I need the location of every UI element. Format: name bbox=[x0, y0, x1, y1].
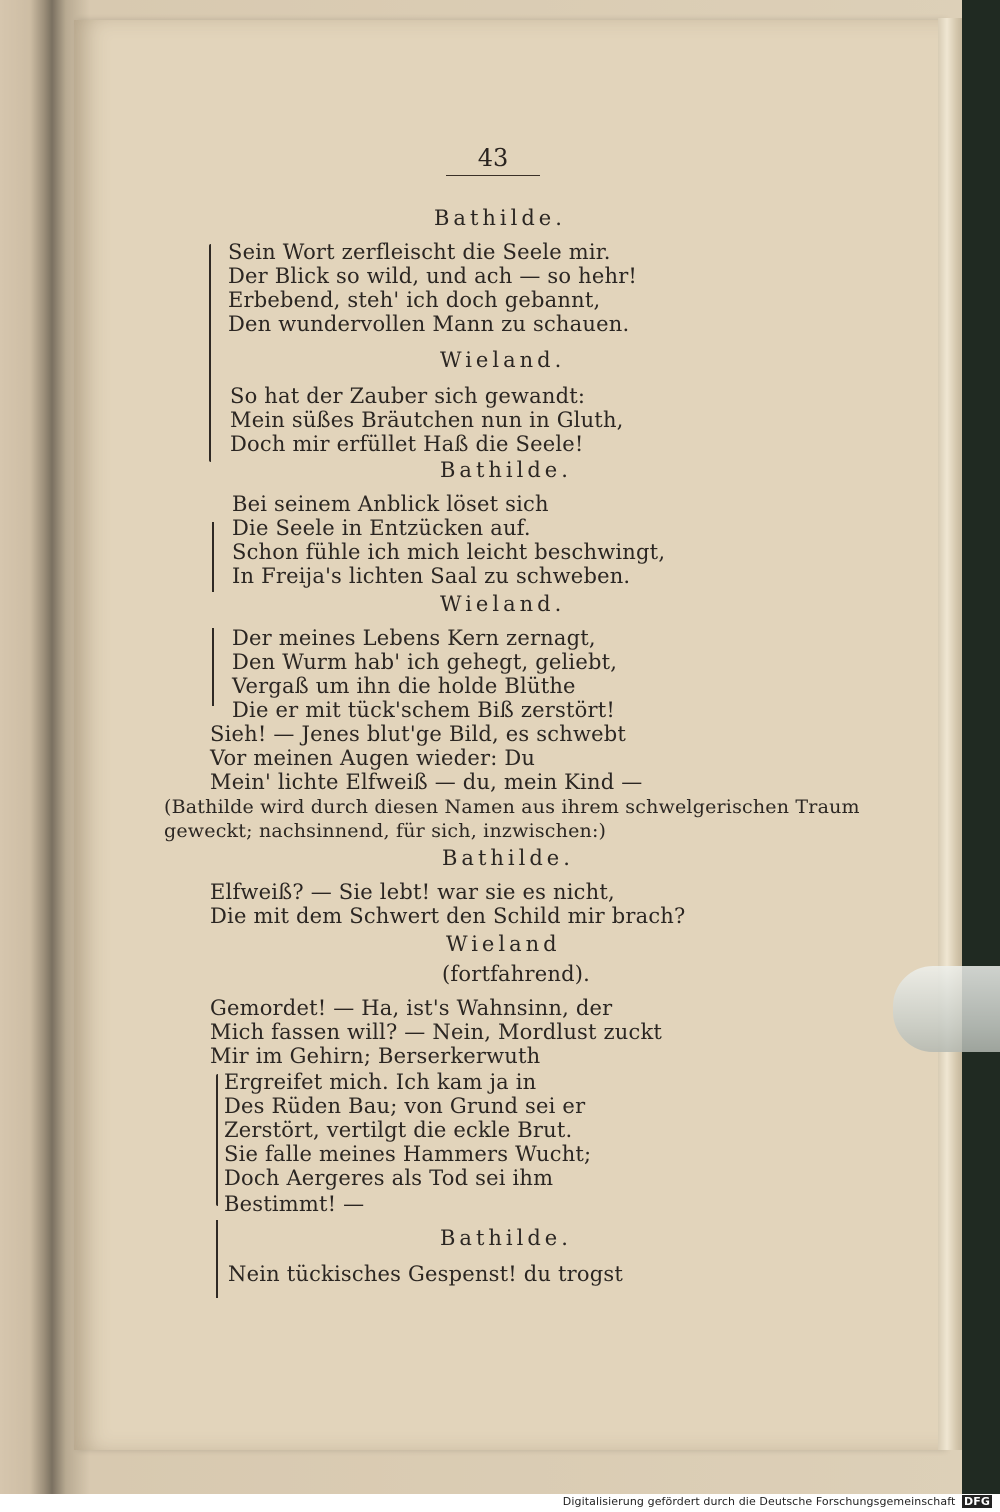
verse-line: Den Wurm hab' ich gehegt, geliebt, bbox=[232, 650, 618, 674]
stage-direction: geweckt; nachsinnend, für sich, inzwischen:) bbox=[164, 820, 607, 842]
verse-line: Die er mit tück'schem Biß zerstört! bbox=[232, 698, 616, 722]
bracket-mark bbox=[216, 1220, 218, 1298]
verse-line: Mein süßes Bräutchen nun in Gluth, bbox=[230, 408, 624, 432]
verse-line: Mich fassen will? — Nein, Mordlust zuckt bbox=[210, 1020, 663, 1044]
book-cover-board bbox=[962, 0, 1000, 1512]
page-number-rule bbox=[446, 175, 540, 176]
verse-line: Bestimmt! — bbox=[224, 1192, 365, 1216]
verse-line: So hat der Zauber sich gewandt: bbox=[230, 384, 586, 408]
verse-line: Zerstört, vertilgt die eckle Brut. bbox=[224, 1118, 573, 1142]
bracket-mark bbox=[212, 522, 214, 592]
speaker-heading: Bathilde. bbox=[442, 846, 574, 870]
verse-line: Bei seinem Anblick löset sich bbox=[232, 492, 549, 516]
verse-line: Mein' lichte Elfweiß — du, mein Kind — bbox=[210, 770, 643, 794]
verse-line: Den wundervollen Mann zu schauen. bbox=[228, 312, 630, 336]
verse-line: Sie falle meines Hammers Wucht; bbox=[224, 1142, 592, 1166]
verse-line: Gemordet! — Ha, ist's Wahnsinn, der bbox=[210, 996, 613, 1020]
verse-line: Die mit dem Schwert den Schild mir brach? bbox=[210, 904, 686, 928]
verse-line: Der meines Lebens Kern zernagt, bbox=[232, 626, 596, 650]
verse-line: Erbebend, steh' ich doch gebannt, bbox=[228, 288, 601, 312]
verse-line: Mir im Gehirn; Berserkerwuth bbox=[210, 1044, 541, 1068]
verse-line: Sein Wort zerfleischt die Seele mir. bbox=[228, 240, 611, 264]
page-clip bbox=[893, 966, 1000, 1052]
verse-line: In Freija's lichten Saal zu schweben. bbox=[232, 564, 631, 588]
verse-line: Elfweiß? — Sie lebt! war sie es nicht, bbox=[210, 880, 615, 904]
speaker-heading: Bathilde. bbox=[440, 458, 572, 482]
bracket-mark bbox=[209, 244, 211, 462]
speaker-heading: Bathilde. bbox=[440, 1226, 572, 1250]
verse-line: Sieh! — Jenes blut'ge Bild, es schwebt bbox=[210, 722, 627, 746]
stage-direction: (Bathilde wird durch diesen Namen aus ihrem schwelgerischen Traum bbox=[164, 796, 860, 818]
speaker-heading: Wieland bbox=[446, 932, 561, 956]
verse-line: Ergreifet mich. Ich kam ja in bbox=[224, 1070, 537, 1094]
verse-line: Die Seele in Entzücken auf. bbox=[232, 516, 531, 540]
stage-direction: (fortfahrend). bbox=[442, 962, 591, 986]
verse-line: Nein tückisches Gespenst! du trogst bbox=[228, 1262, 623, 1286]
bracket-mark bbox=[216, 1074, 218, 1206]
digitization-credit bbox=[563, 1495, 992, 1508]
speaker-heading: Wieland. bbox=[440, 348, 566, 372]
speaker-heading: Bathilde. bbox=[434, 206, 566, 230]
verse-line: Doch Aergeres als Tod sei ihm bbox=[224, 1166, 554, 1190]
verse-line: Vor meinen Augen wieder: Du bbox=[210, 746, 536, 770]
verse-line: Des Rüden Bau; von Grund sei er bbox=[224, 1094, 586, 1118]
verse-line: Doch mir erfüllet Haß die Seele! bbox=[230, 432, 584, 456]
dfg-logo: DFG bbox=[964, 1495, 990, 1508]
verse-line: Der Blick so wild, und ach — so hehr! bbox=[228, 264, 638, 288]
bracket-mark bbox=[212, 628, 214, 706]
speaker-heading: Wieland. bbox=[440, 592, 566, 616]
verse-line: Schon fühle ich mich leicht beschwingt, bbox=[232, 540, 666, 564]
credit-text: Digitalisierung gefördert durch die Deutsche Forschungsgemeinschaft bbox=[562, 1495, 956, 1508]
verse-line: Vergaß um ihn die holde Blüthe bbox=[232, 674, 576, 698]
page-number: 43 bbox=[477, 144, 509, 172]
